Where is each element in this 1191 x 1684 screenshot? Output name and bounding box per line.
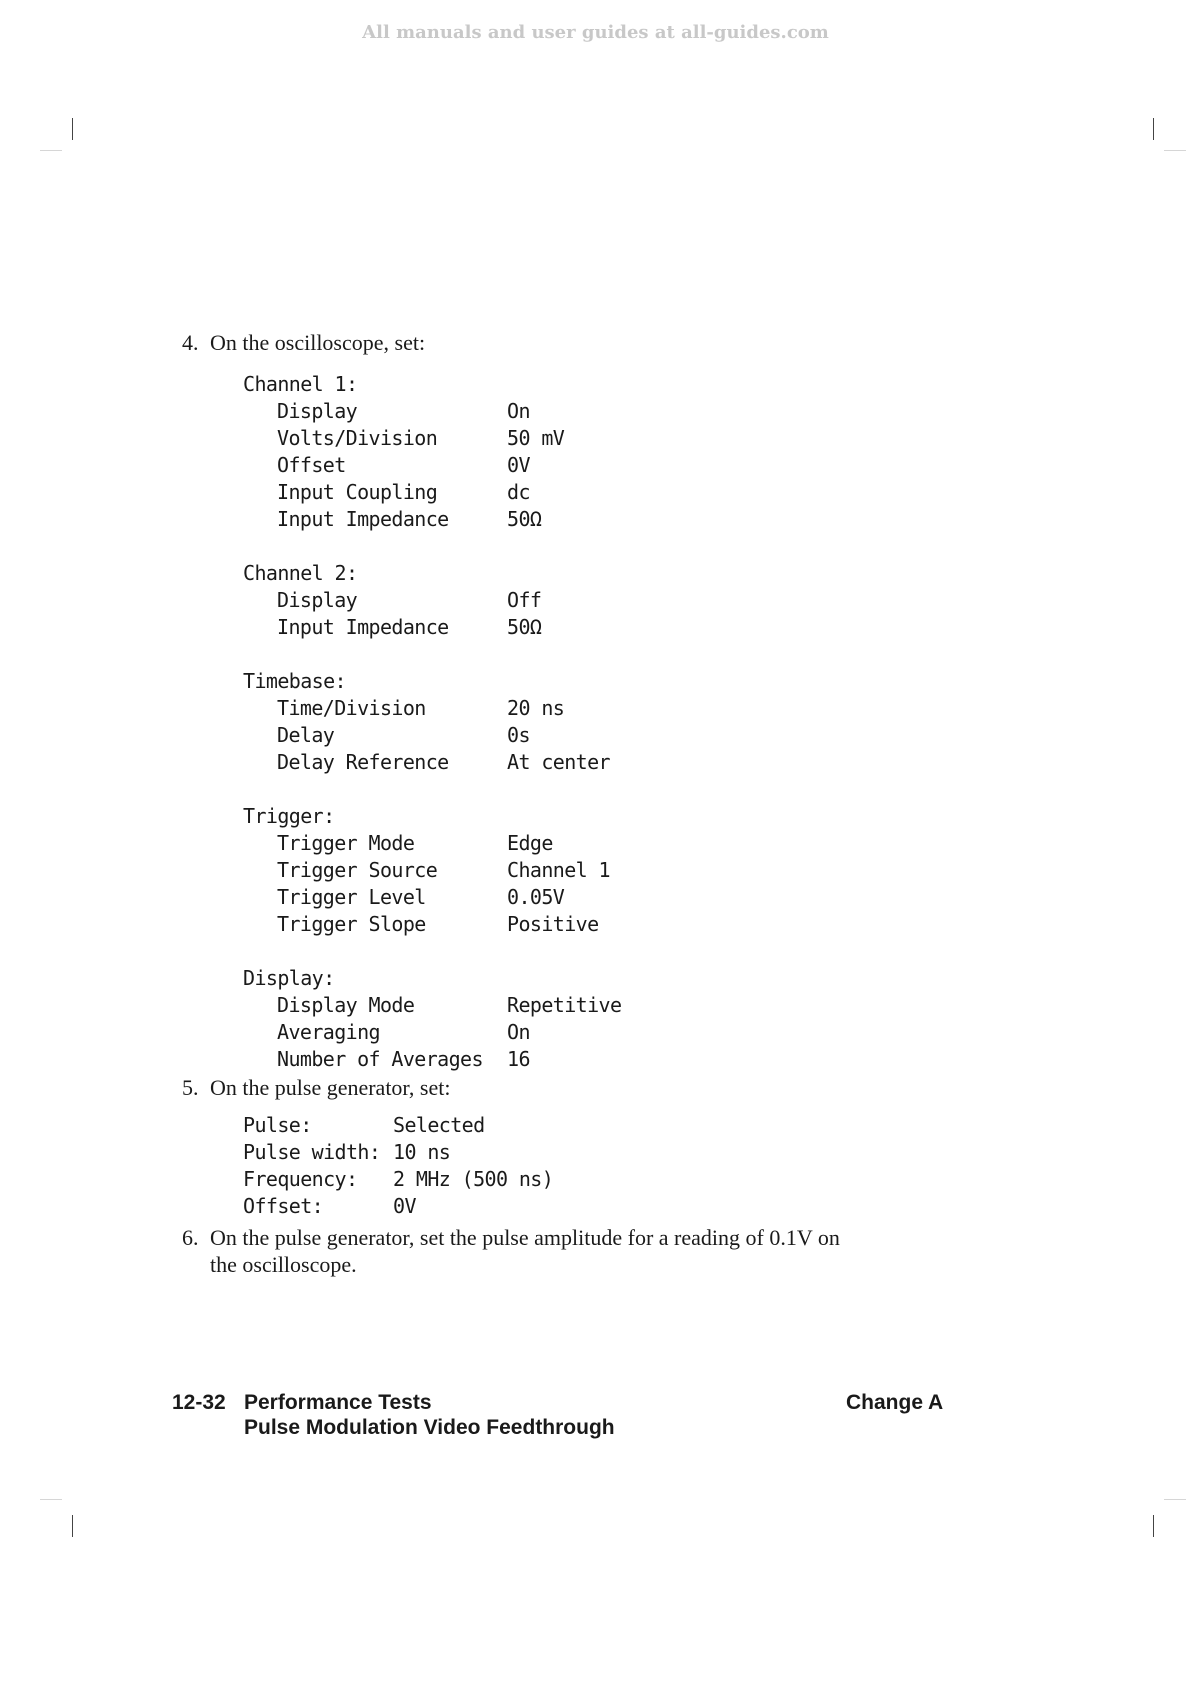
setting-label: Averaging xyxy=(277,1020,380,1044)
setting-value: Edge xyxy=(507,831,553,855)
crop-mark-bottom-left-h xyxy=(40,1499,62,1500)
setting-value: Selected xyxy=(393,1113,485,1137)
setting-value: 2 MHz (500 ns) xyxy=(393,1167,554,1191)
setting-label: Trigger Mode xyxy=(277,831,415,855)
setting-label: Volts/Division xyxy=(277,426,438,450)
setting-value: On xyxy=(507,399,530,423)
step-text: On the oscilloscope, set: xyxy=(210,330,426,355)
crop-mark-bottom-left xyxy=(72,1515,73,1537)
setting-value: 50 mV xyxy=(507,426,565,450)
setting-label: Trigger Level xyxy=(277,885,426,909)
setting-label: Display xyxy=(277,588,358,612)
setting-label: Delay Reference xyxy=(277,750,449,774)
setting-value: 16 xyxy=(507,1047,530,1071)
setting-value: 0V xyxy=(393,1194,416,1218)
crop-mark-top-left-h xyxy=(40,150,62,151)
setting-label: Trigger Slope xyxy=(277,912,426,936)
crop-mark-top-left xyxy=(72,118,73,140)
setting-label: Trigger Source xyxy=(277,858,438,882)
setting-label: Pulse width: xyxy=(243,1140,381,1164)
settings-group-heading: Channel 1: xyxy=(243,372,358,396)
setting-value: 50Ω xyxy=(507,507,542,531)
setting-value: 20 ns xyxy=(507,696,565,720)
setting-value: 50Ω xyxy=(507,615,542,639)
setting-value: On xyxy=(507,1020,530,1044)
subsection-title: Pulse Modulation Video Feedthrough xyxy=(244,1416,615,1439)
step-number: 5. xyxy=(182,1075,199,1100)
settings-group-heading: Display: xyxy=(243,966,335,990)
setting-value: Repetitive xyxy=(507,993,622,1017)
setting-label: Display xyxy=(277,399,358,423)
setting-value: At center xyxy=(507,750,610,774)
crop-mark-bottom-right-h xyxy=(1164,1499,1186,1500)
step-text: On the pulse generator, set: xyxy=(210,1075,451,1100)
settings-group-heading: Trigger: xyxy=(243,804,335,828)
setting-label: Offset: xyxy=(243,1194,324,1218)
setting-label: Pulse: xyxy=(243,1113,312,1137)
settings-group-heading: Channel 2: xyxy=(243,561,358,585)
setting-label: Time/Division xyxy=(277,696,426,720)
crop-mark-bottom-right xyxy=(1153,1515,1154,1537)
change-label: Change A xyxy=(846,1391,944,1414)
setting-value: 10 ns xyxy=(393,1140,451,1164)
step-text-line-2: the oscilloscope. xyxy=(210,1252,357,1277)
setting-value: 0.05V xyxy=(507,885,565,909)
setting-value: Channel 1 xyxy=(507,858,610,882)
setting-label: Input Coupling xyxy=(277,480,438,504)
crop-mark-top-right-h xyxy=(1164,150,1186,151)
site-banner: All manuals and user guides at all-guides.com xyxy=(362,22,829,43)
setting-value: dc xyxy=(507,480,530,504)
setting-label: Frequency: xyxy=(243,1167,358,1191)
crop-mark-top-right xyxy=(1153,118,1154,140)
step-number: 6. xyxy=(182,1225,199,1250)
step-text-line-1: On the pulse generator, set the pulse amplitude for a reading of 0.1V on xyxy=(210,1225,840,1250)
step-number: 4. xyxy=(182,330,199,355)
setting-label: Display Mode xyxy=(277,993,415,1017)
setting-value: Positive xyxy=(507,912,599,936)
settings-group-heading: Timebase: xyxy=(243,669,346,693)
setting-value: 0s xyxy=(507,723,530,747)
setting-value: 0V xyxy=(507,453,530,477)
setting-label: Delay xyxy=(277,723,335,747)
page-number: 12-32 xyxy=(172,1391,226,1414)
setting-label: Input Impedance xyxy=(277,615,449,639)
section-title: Performance Tests xyxy=(244,1391,432,1414)
setting-label: Number of Averages xyxy=(277,1047,483,1071)
setting-label: Input Impedance xyxy=(277,507,449,531)
setting-value: Off xyxy=(507,588,542,612)
setting-label: Offset xyxy=(277,453,346,477)
